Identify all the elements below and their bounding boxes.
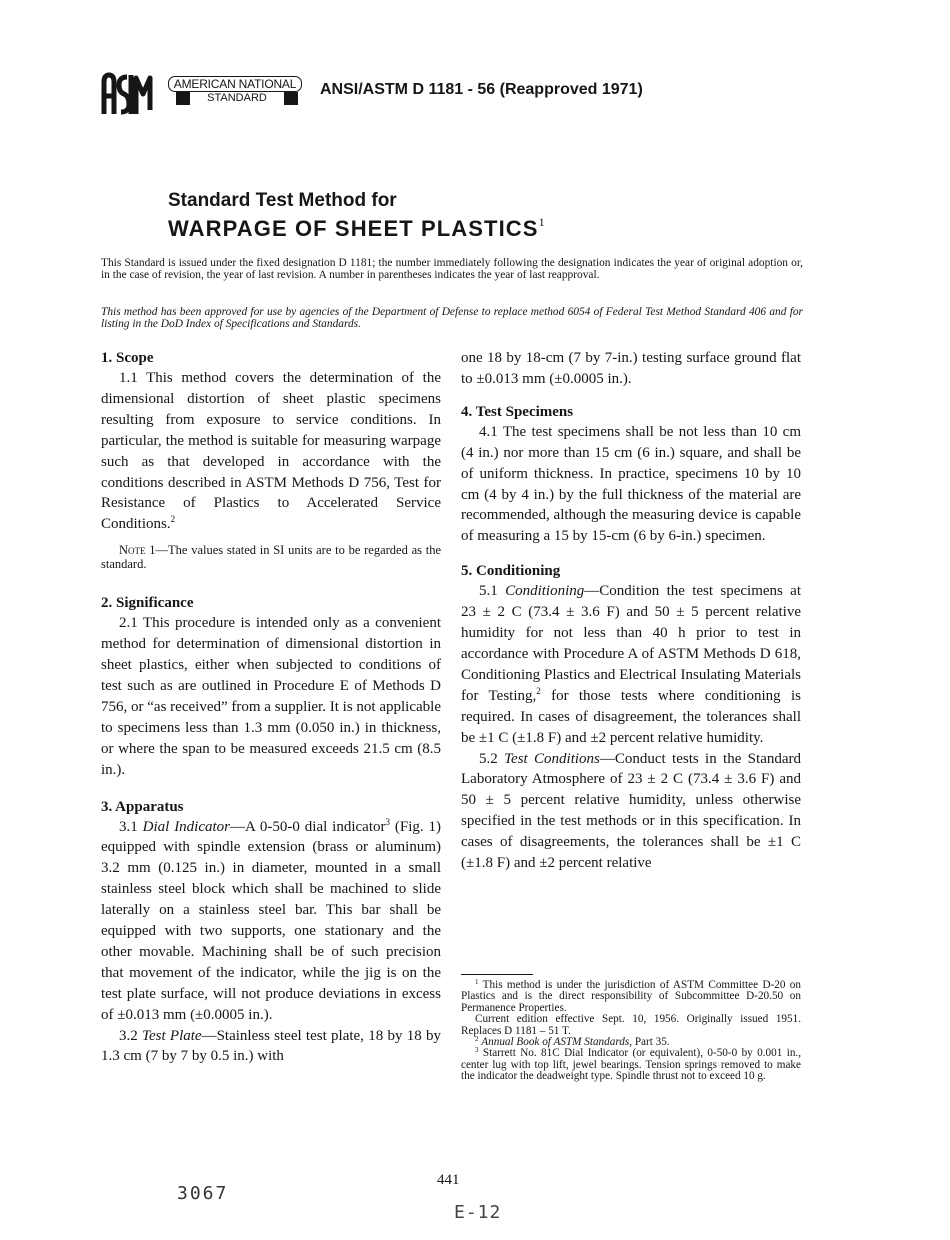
footnotes (461, 980, 801, 1083)
para-1-1-ref: 2 (170, 514, 176, 525)
heading-conditioning: 5. Conditioning (461, 563, 561, 580)
para-3-2-num: 3.2 (119, 1027, 138, 1044)
para-5-1-num: 5.1 (479, 583, 498, 600)
para-1-1 (101, 368, 441, 535)
handwritten-number-left: 3067 (177, 1183, 229, 1204)
para-5-2-num: 5.2 (479, 750, 498, 767)
para-5-1-ref: 2 (536, 685, 541, 696)
heading-apparatus: 3. Apparatus (101, 798, 184, 815)
note-1-label: Note 1 (119, 543, 156, 558)
para-3-1-text-a: —A 0-50-0 dial indicator (230, 818, 386, 835)
para-3-1-ref: 3 (385, 816, 390, 827)
note-1-text: —The values stated in SI units are to be regarded as the standard. (101, 543, 441, 572)
title-footnote-mark: 1 (538, 215, 545, 229)
heading-scope: 1. Scope (101, 350, 154, 366)
badge-top-text: AMERICAN NATIONAL (168, 76, 302, 92)
footnote-rule (461, 974, 533, 975)
astm-logo (100, 72, 154, 116)
footnote-2-title: Annual Book of ASTM Standards (481, 1036, 630, 1049)
heading-significance: 2. Significance (101, 595, 194, 612)
para-3-2-text: —Stainless steel test plate, 18 by 18 by 1.3 cm (7 by 7 by 0.5 in.) with (101, 1027, 441, 1065)
para-5-1-term: Conditioning (505, 583, 585, 600)
issued-notice: This Standard is issued under the fixed designation D 1181; the number immediately following the designation indicates the year of original adoption or, in the case of revision, the year of last revision. A number in parentheses indicates the year of last reapproval. (101, 257, 803, 281)
footnote-1-mark: 1 (475, 978, 479, 986)
footnote-1-edition: Current edition effective Sept. 10, 1956. Originally issued 1951. Replaces D 1181 – 51 T. (461, 1013, 801, 1037)
footnote-3-text: Starrett No. 81C Dial Indicator (or equivalent), 0-50-0 by 0.001 in., center lug with top lift, jewel bearings. Tension springs removed to make the indicator the deadweight type. Spindle thrust not to exceed 10 g. (461, 1047, 802, 1083)
para-1-1-text: 1.1 This method covers the determination of the dimensional distortion of sheet plastic specimens resulting from exposure to service conditions. In particular, the method is suitable for measuring warpage such as that developed in accordance with the conditions described in ASTM Methods D 756, Test for Resistance of Plastics to Accelerated Service Conditions. (101, 370, 441, 533)
para-4-1: 4.1 The test specimens shall be not less than 10 cm (4 in.) nor more than 15 cm (6 in.) square, and shall be of uniform thickness. In practice, specimens 10 by 10 cm (4 by 4 in.) by the full thickness of the material are recommended, although the measuring device is capable of measuring a 15 by 15-cm (6 by 6-in.) specimen. (461, 423, 801, 545)
para-3-1-text-b: (Fig. 1) equipped with spindle extension (brass or aluminum) 3.2 mm (0.125 in.) in diameter, mounted in a small stainless steel block which shall be machined to slide laterally on a stainless steel bar. This bar shall be equipped with two supports, one stationary and the other movable. Machining shall be of such precision that movement of the indicator, while the jig is on the test plate surface, will not produce deviations in excess of ±0.013 mm (±0.0005 in.). (101, 818, 442, 1023)
para-3-1-num: 3.1 (119, 818, 138, 835)
page-number: 441 (437, 1172, 460, 1188)
heading-test-specimens: 4. Test Specimens (461, 403, 574, 420)
note-1 (101, 543, 441, 571)
standard-designation: ANSI/ASTM D 1181 - 56 (Reapproved 1971) (320, 81, 643, 98)
badge-bottom-text: STANDARD (190, 92, 284, 105)
para-3-2-continued: one 18 by 18-cm (7 by 7-in.) testing surface ground flat to ±0.013 mm (±0.0005 in.). (461, 350, 801, 387)
american-national-standard-badge (168, 76, 308, 106)
footnote-2-mark: 2 (475, 1035, 479, 1044)
footnote-3 (461, 1048, 801, 1082)
right-column (461, 348, 801, 874)
para-5-2-term: Test Conditions (504, 750, 600, 767)
footnote-2-tail: , Part 35. (629, 1036, 670, 1049)
title-text: WARPAGE OF SHEET PLASTICS (168, 216, 539, 241)
badge-bottom-bar (176, 92, 298, 105)
title-line-2 (168, 215, 545, 242)
handwritten-mark-right: E-12 (454, 1202, 502, 1223)
title-line-1: Standard Test Method for (168, 190, 397, 211)
para-3-2-term: Test Plate (142, 1027, 202, 1044)
para-5-2 (461, 749, 801, 874)
footnote-1-text: This method is under the jurisdiction of ASTM Committee D-20 on Plastics and is the direct responsibility of Subcommittee D-20.50 on Permanence Properties. (461, 979, 801, 1014)
para-5-1 (461, 581, 801, 748)
para-3-2 (101, 1026, 441, 1068)
para-3-1 (101, 817, 441, 1026)
footnote-1 (461, 980, 801, 1014)
para-3-1-term: Dial Indicator (142, 818, 231, 835)
footnote-3-mark: 3 (475, 1046, 479, 1055)
para-5-2-text: —Conduct tests in the Standard Laboratory Atmosphere of 23 ± 2 C (73.4 ± 3.6 F) and 50 ± 5 percent relative humidity, unless otherwise specified in the test methods or in this specification. In cases of disagreements, the tolerances shall be ±1 C (±1.8 F) and ±2 percent relative (461, 750, 802, 872)
approval-notice: This method has been approved for use by agencies of the Department of Defense to replace method 6054 of Federal Test Method Standard 406 and for listing in the DoD Index of Specifications and Standards. (101, 306, 803, 330)
para-2-1: 2.1 This procedure is intended only as a convenient method for determination of dimensional distortion in sheet plastics, either when subjected to conditions of test such as are outlined in Procedure E of Methods D 756, or “as received” from a supplier. It is not applicable to specimens less than 1.3 mm (0.050 in.) in thickness, or where the span to be measured exceeds 21.5 cm (8.5 in.). (101, 615, 441, 778)
para-5-1-text-a: —Condition the test specimens at 23 ± 2 C (73.4 ± 3.6 F) and 50 ± 5 percent relative humidity for not less than 40 h prior to test in accordance with Procedure A of ASTM Methods D 618, Conditioning Plastics and Electrical Insulating Materials for Testing, (461, 583, 801, 704)
para-5-1-text-b: for those tests where conditioning is required. In cases of disagreement, the tolerances shall be ±1 C (±1.8 F) and ±2 percent relative humidity. (461, 687, 802, 746)
left-column (101, 348, 441, 1067)
